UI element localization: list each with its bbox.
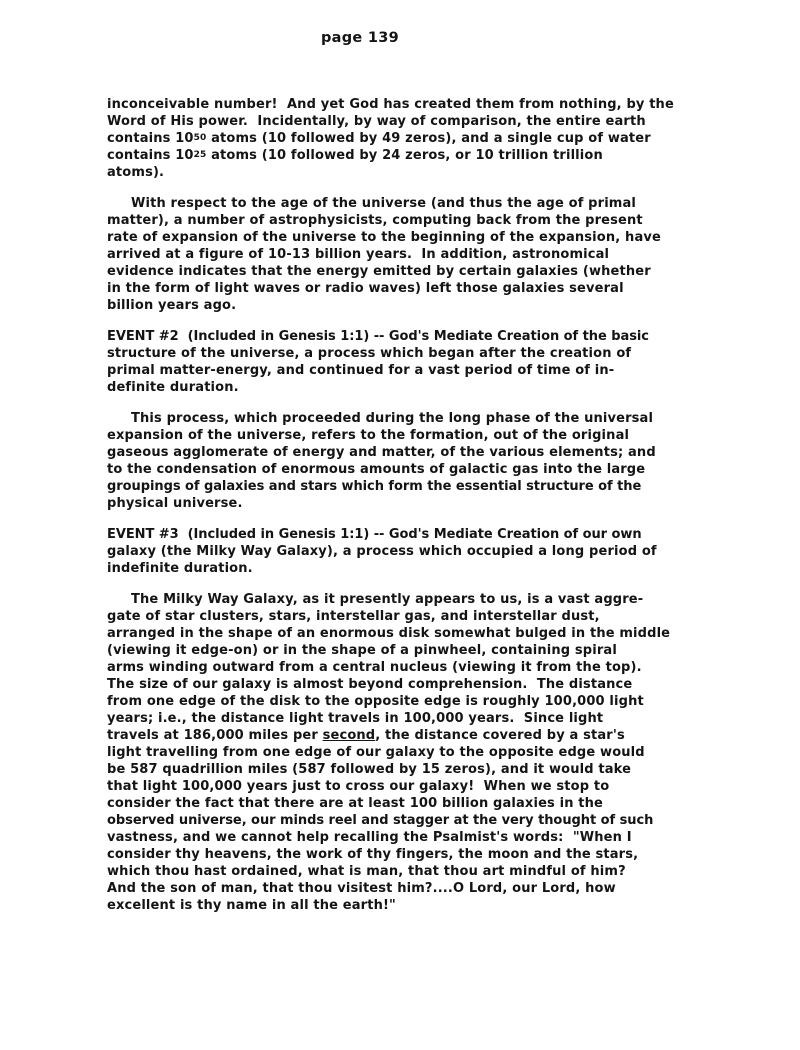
text-line: atoms). xyxy=(107,165,165,180)
text-line: The Milky Way Galaxy, as it presently appears to us, is a vast aggre- xyxy=(131,592,644,607)
text-line: from one edge of the disk to the opposite edge is roughly 100,000 light xyxy=(107,694,644,709)
text-fragment: atoms (10 followed by 49 zeros), and a single cup of water xyxy=(206,131,651,146)
text-line xyxy=(107,130,747,147)
text-line: observed universe, our minds reel and stagger at the very thought of such xyxy=(107,813,654,828)
text-line: EVENT #3 (Included in Genesis 1:1) -- God's Mediate Creation of our own xyxy=(107,527,642,542)
text-fragment: travels at 186,000 miles per xyxy=(107,728,323,743)
text-line: With respect to the age of the universe (and thus the age of primal xyxy=(131,196,637,211)
text-line: inconceivable number! And yet God has created them from nothing, by the xyxy=(107,97,674,112)
text-line: in the form of light waves or radio waves) left those galaxies several xyxy=(107,281,624,296)
text-line: And the son of man, that thou visitest him?....O Lord, our Lord, how xyxy=(107,881,616,896)
text-line: billion years ago. xyxy=(107,298,237,313)
text-line: evidence indicates that the energy emitted by certain galaxies (whether xyxy=(107,264,651,279)
text-line: This process, which proceeded during the long phase of the universal xyxy=(131,411,654,426)
text-line xyxy=(107,727,747,744)
text-line: Word of His power. Incidentally, by way of comparison, the entire earth xyxy=(107,114,646,129)
text-line: (viewing it edge-on) or in the shape of a pinwheel, containing spiral xyxy=(107,643,617,658)
text-line: primal matter-energy, and continued for a vast period of time of in- xyxy=(107,363,615,378)
text-line: EVENT #2 (Included in Genesis 1:1) -- God's Mediate Creation of the basic xyxy=(107,329,649,344)
text-line: that light 100,000 years just to cross our galaxy! When we stop to xyxy=(107,779,610,794)
text-line: gate of star clusters, stars, interstellar gas, and interstellar dust, xyxy=(107,609,600,624)
text-line: The size of our galaxy is almost beyond comprehension. The distance xyxy=(107,677,633,692)
document-body xyxy=(107,96,747,928)
exponent: 25 xyxy=(193,150,207,160)
text-line: expansion of the universe, refers to the formation, out of the original xyxy=(107,428,630,443)
text-line: which thou hast ordained, what is man, that thou art mindful of him? xyxy=(107,864,626,879)
paragraph-age-of-universe xyxy=(107,195,747,314)
page-number-header: page 139 xyxy=(320,30,400,46)
paragraph-event-3 xyxy=(107,526,747,577)
text-fragment: contains 10 xyxy=(107,131,194,146)
text-line: physical universe. xyxy=(107,496,243,511)
text-line: to the condensation of enormous amounts of galactic gas into the large xyxy=(107,462,646,477)
text-line: excellent is thy name in all the earth!" xyxy=(107,898,396,913)
paragraph-expansion-process xyxy=(107,410,747,512)
text-line: gaseous agglomerate of energy and matter, of the various elements; and xyxy=(107,445,656,460)
text-line: arrived at a figure of 10-13 billion years. In addition, astronomical xyxy=(107,247,610,262)
text-line: consider thy heavens, the work of thy fingers, the moon and the stars, xyxy=(107,847,639,862)
text-line: arranged in the shape of an enormous disk somewhat bulged in the middle xyxy=(107,626,671,641)
text-line: years; i.e., the distance light travels in 100,000 years. Since light xyxy=(107,711,604,726)
text-fragment: contains 10 xyxy=(107,148,194,163)
exponent: 50 xyxy=(193,133,207,143)
text-line: consider the fact that there are at least 100 billion galaxies in the xyxy=(107,796,604,811)
text-line xyxy=(107,147,747,164)
text-line: be 587 quadrillion miles (587 followed by 15 zeros), and it would take xyxy=(107,762,632,777)
paragraph-milky-way xyxy=(107,591,747,914)
paragraph-event-2 xyxy=(107,328,747,396)
text-line: galaxy (the Milky Way Galaxy), a process which occupied a long period of xyxy=(107,544,657,559)
text-line: vastness, and we cannot help recalling the Psalmist's words: "When I xyxy=(107,830,632,845)
text-fragment: atoms (10 followed by 24 zeros, or 10 trillion trillion xyxy=(206,148,603,163)
text-line: definite duration. xyxy=(107,380,239,395)
paragraph-atoms-comparison xyxy=(107,96,747,181)
text-line: groupings of galaxies and stars which form the essential structure of the xyxy=(107,479,642,494)
text-line: structure of the universe, a process which began after the creation of xyxy=(107,346,632,361)
text-line: indefinite duration. xyxy=(107,561,253,576)
text-line: rate of expansion of the universe to the beginning of the expansion, have xyxy=(107,230,661,245)
text-line: light travelling from one edge of our galaxy to the opposite edge would xyxy=(107,745,645,760)
text-line: arms winding outward from a central nucleus (viewing it from the top). xyxy=(107,660,642,675)
text-fragment: , the distance covered by a star's xyxy=(375,728,625,743)
text-line: matter), a number of astrophysicists, computing back from the present xyxy=(107,213,643,228)
underlined-word: second xyxy=(322,728,376,743)
